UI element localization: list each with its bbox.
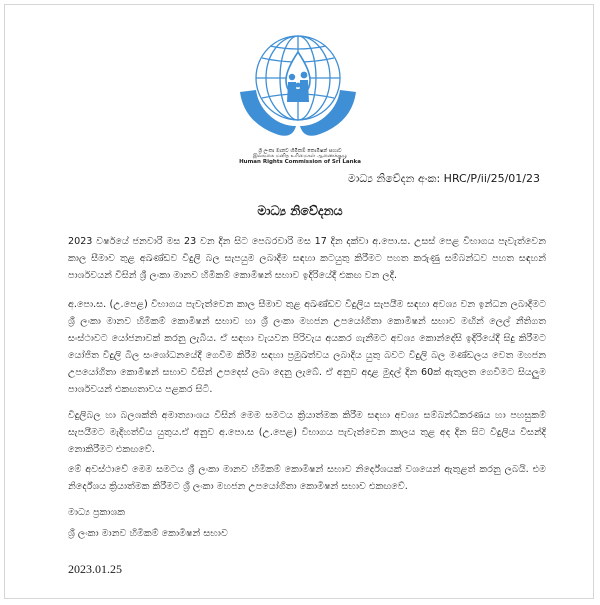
release-date: 2023.01.25 [68, 562, 122, 576]
org-name-block [190, 149, 410, 165]
org-name-english: Human Rights Commission of Sri Lanka [239, 158, 361, 165]
org-name-sinhala: ශ්‍රී ලංකා මානව හිමිකම් කොමිෂන් සභාව [258, 148, 342, 154]
paragraph-2: අ.පො.ස. (උ.පෙළ) විභාගය පැවැත්වෙන කාල සීමාව තුළ අඛණ්ඩව විදුලිය සැපයීම සඳහා අවශ්‍ය වන ඉන්ධන ලබාදීමට ශ්‍රී ලංකා මානව හිමිකම් කොමිෂන් සභාව හා ශ්‍රී ලංකා මහජන උපයෝගිතා කොමිෂන් සභාව මඟින් ලෙල් නීතිගත සංස්ථාවට යෝජනාවක් කරනු ලැබීය. ඒ සඳහා වැයවන පිරිවැය අයකර ගැනීමට අවශ්‍ය කොන්දේසි ඉදිරියේදී සිදු කිරීමට යෝජිත විදුලි බිල සංශෝධනයේදී ගෙවීම කිරීම සඳහා ප්‍රමුඛත්වය ලබාදිය යුතු බවට විදුලි බල මණ්ඩලය වෙත මහජන උපයෝගිතා කොමිෂන් සභාව විසින් උපදෙස් ලබා දෙනු ලැබේ. ඒ අනුව අදාළ මුදල් දින 60ක් ඇතුලත ගෙවීමට සියලුම පාර්ශවයන් එකඟතාවය පළකර සිටි. [68, 299, 546, 395]
paragraph-4: මේ අවස්ථාවේ මෙම සමටය ශ්‍රී ලංකා මානව හිමිකම් කොමිෂන් සභාව නිර්දේශයක් වශයෙන් ඇතුළත් කරනු ලබයි. එම නිර්දේශය ක්‍රියාත්මක කිරීමට ශ්‍රී ලංකා මහජන උපයෝගිතා කොමිෂන් සභාව එකඟවේ. [68, 464, 546, 492]
signature-title: මාධ්‍ය ප්‍රකාශක [68, 507, 126, 518]
signature-organization: ශ්‍රී ලංකා මානව හිමිකම් කොමිෂන් සභාව [68, 528, 228, 539]
paragraph-3: විදුලිබල හා බලශක්ති අමාත්‍යාංශය විසින් මෙම සමටය ක්‍රියාත්මක කිරීම සඳහා අවශ්‍ය සම්බන්ධීකරණය හා පහසුකම් සැපයීමට මැදිහත්විය යුතුය.ඒ අනුව අ.පො.ස (උ.පෙළ) විභාගය පැවැත්වෙන කාලය තුළ අද දින සිට විදුලිය විසන්දි නොකිරීමට එකඟවේ. [68, 410, 546, 455]
hrcsl-logo-icon [236, 22, 360, 146]
page-title: මාධ්‍ය නිවේදනය [257, 203, 343, 218]
org-name-tamil: இலங்கை மனித உரிமைகள் ஆணைக்குழு [252, 153, 348, 160]
media-release-number: මාධ්‍ය නිවේදන අංක: HRC/P/ii/25/01/23 [347, 172, 540, 185]
paragraph-1: 2023 වර්ෂයේ ජනවාරි මස 23 වන දින සිට පෙබරවාරි මස 17 දින දක්වා අ.පො.ස. උසස් පෙළ විභාගය පැවැත්වෙන කාල සීමාව තුළ අඛණ්ඩව විදුලි බල සැපයුම ලබාදීම සඳහා කටයුතු කිරීමට පහත කරුණු සම්බන්ධව පහත සඳහන් පාර්ශවයන් විසින් ශ්‍රී ලංකා මානව හිමිකම් කොමිෂන් සභාව ඉදිරියේදී එකඟ වන ලදී. [68, 236, 546, 281]
